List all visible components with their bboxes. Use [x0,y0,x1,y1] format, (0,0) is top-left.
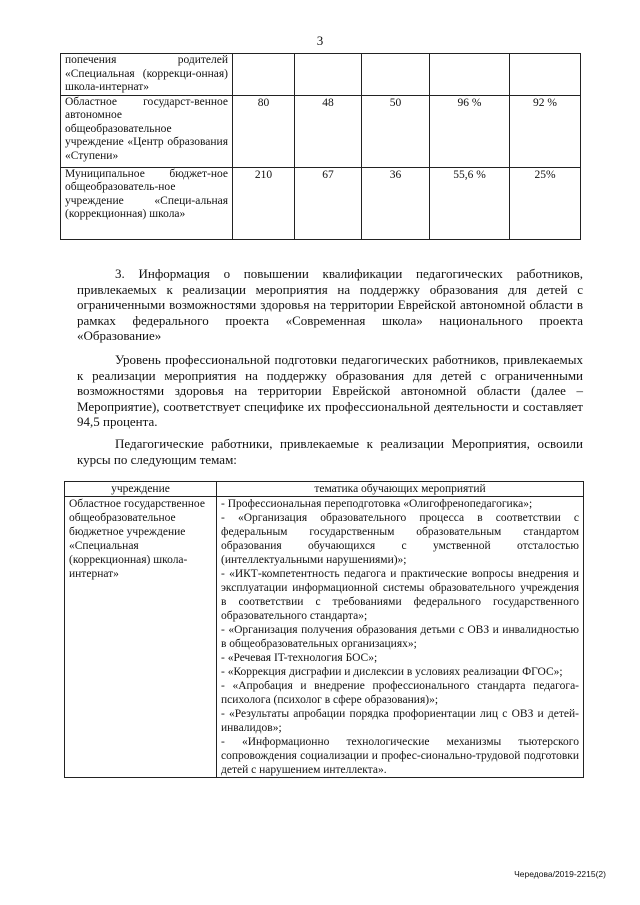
courses-table [64,481,584,778]
value-cell: 50 [362,95,430,167]
paragraph-courses-intro: Педагогические работники, привлекаемые к реализации Мероприятия, освоили курсы по следующим темам: [77,436,583,467]
topic-item: - «Речевая IT-технология БОС»; [221,652,378,664]
document-code: Чередова/2019-2215(2) [514,869,606,879]
value-cell [362,54,430,96]
value-cell: 210 [233,167,295,239]
percent-cell: 55,6 % [430,167,510,239]
header-topics: тематика обучающих мероприятий [217,482,584,497]
topic-item: - «Организация образовательного процесса в соответствии с федеральным государственным образовательным стандартом образования обучающихся с умственной отсталостью (интеллектуальными нарушениями)»; [221,512,579,566]
topic-item: - «Апробация и внедрение профессионального стандарта педагога-психолога (психолог в сфере образования)»; [221,680,579,706]
topic-item: - «Коррекция дисграфии и дислексии в условиях реализации ФГОС»; [221,666,563,678]
percent-cell: 25% [510,167,581,239]
statistics-table [60,53,581,240]
value-cell [233,54,295,96]
value-cell [295,54,362,96]
topic-item: - «Организация получения образования детьми с ОВЗ и инвалидностью в общеобразовательных организациях»; [221,624,579,650]
topic-item: - «Информационно технологические механизмы тьютерского сопровождения социализации и профес-сионально-трудовой подготовки детей с нарушением интеллекта». [221,736,579,776]
topics-cell [217,497,584,778]
percent-cell [510,54,581,96]
value-cell: 48 [295,95,362,167]
paragraph-qualification-level: Уровень профессиональной подготовки педагогических работников, привлекаемых к реализации мероприятия на поддержку образования для детей с ограниченными возможностями здоровья на территории Еврейской автономной области (далее – Мероприятие), соответствует специфике их профессиональной деятельности и составляет 94,5 процента. [77,352,583,429]
value-cell: 80 [233,95,295,167]
section-heading: 3. Информация о повышении квалификации педагогических работников, привлекаемых к реализации мероприятия на поддержку образования для детей с ограниченными возможностями здоровья на территории Еврейской автономной области в рамках федерального проекта «Современная школа» национального проекта «Образование» [77,266,583,343]
value-cell: 67 [295,167,362,239]
header-institution: учреждение [65,482,217,497]
table-row [61,95,581,167]
topic-item: - Профессиональная переподготовка «Олигофренопедагогика»; [221,498,533,510]
institution-cell: попечения родителей «Специальная (коррекци-онная) школа-интернат» [61,54,233,96]
table-row [61,54,581,96]
value-cell: 36 [362,167,430,239]
table-row [61,167,581,239]
institution-cell: Областное государст-венное автономное общеобразовательное учреждение «Центр образования «Ступени» [61,95,233,167]
percent-cell [430,54,510,96]
institution-cell: Областное государственное общеобразовательное бюджетное учреждение «Специальная (коррекционная) школа-интернат» [65,497,217,778]
page-number: 3 [316,33,324,48]
topic-item: - «ИКТ-компетентность педагога и практические вопросы внедрения и эксплуатации информационной системы образовательного учреждения в соответствии с требованиями федерального государственного образовательного стандарта»; [221,568,579,622]
institution-cell: Муниципальное бюджет-ное общеобразователь-ное учреждение «Специ-альная (коррекционная) школа» [61,167,233,239]
percent-cell: 96 % [430,95,510,167]
percent-cell: 92 % [510,95,581,167]
topic-item: - «Результаты апробации порядка профориентации лиц с ОВЗ и детей-инвалидов»; [221,708,579,734]
